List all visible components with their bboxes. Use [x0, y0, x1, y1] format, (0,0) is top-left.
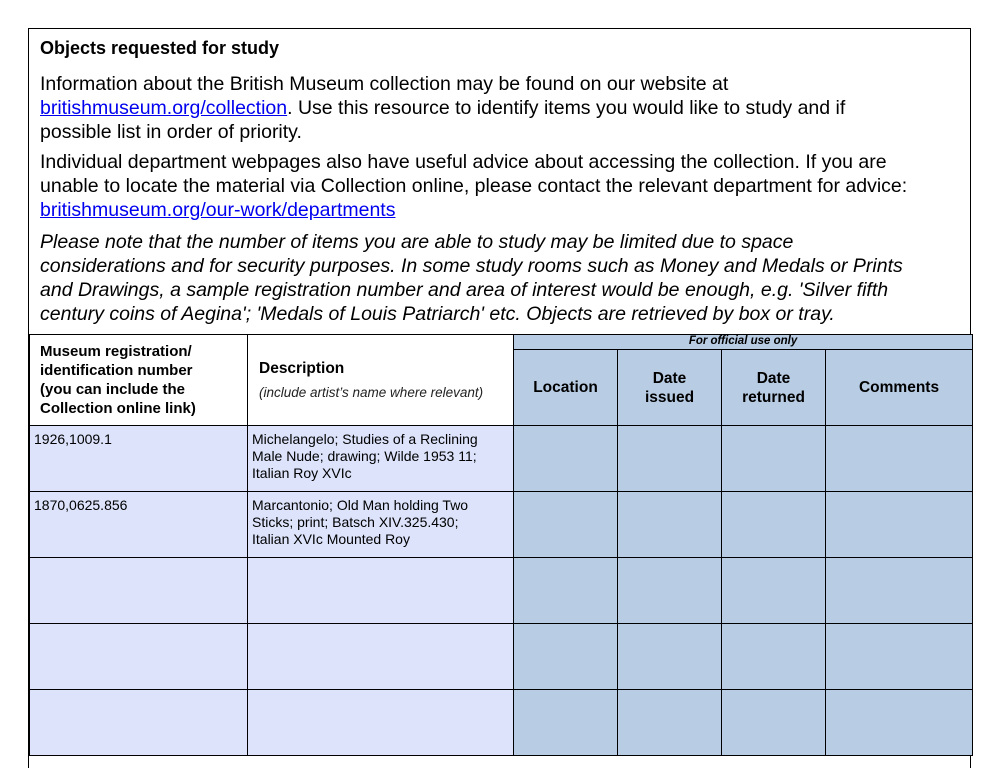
paragraph-line: Information about the British Museum collection may be found on our website at [40, 73, 729, 95]
description-header-note: (include artist’s name where relevant) [259, 385, 484, 400]
objects-request-table [29, 334, 973, 756]
date-returned-cell[interactable] [722, 492, 826, 558]
date-issued-cell[interactable] [618, 558, 722, 624]
cell-line: Male Nude; drawing; Wilde 1953 11; [252, 448, 477, 464]
collection-link[interactable]: britishmuseum.org/collection [40, 97, 288, 119]
header-line: returned [742, 388, 805, 406]
description-cell[interactable] [248, 426, 514, 492]
description-cell[interactable] [248, 624, 514, 690]
header-line: (you can include the [40, 381, 186, 398]
description-column-header [248, 335, 514, 426]
comments-cell[interactable] [826, 624, 973, 690]
location-cell[interactable] [514, 558, 618, 624]
location-column-header: Location [514, 350, 618, 426]
location-cell[interactable] [514, 690, 618, 756]
paragraph-line: possible list in order of priority. [40, 121, 302, 143]
date-returned-cell[interactable] [722, 624, 826, 690]
paragraph-line: Individual department webpages also have useful advice about accessing the collection. If you are [40, 151, 887, 173]
registration-cell[interactable] [30, 558, 248, 624]
header-line: Date [652, 369, 687, 387]
date-issued-column-header [618, 350, 722, 426]
cell-line: Michelangelo; Studies of a Reclining [252, 431, 478, 447]
cell-line: Italian Roy XVIc [252, 465, 352, 481]
header-line: identification number [40, 362, 193, 379]
paragraph-line: and Drawings, a sample registration number and area of interest would be enough, e.g. 'Silver fifth [40, 279, 889, 301]
date-issued-cell[interactable] [618, 624, 722, 690]
header-line: Collection online link) [40, 400, 196, 417]
cell-line: Marcantonio; Old Man holding Two [252, 497, 469, 513]
date-issued-cell[interactable] [618, 492, 722, 558]
date-returned-cell[interactable] [722, 690, 826, 756]
registration-column-header [30, 335, 248, 426]
paragraph-text: . Use this resource to identify items you would like to study and if [287, 97, 846, 119]
table-row [30, 492, 973, 558]
table-header-row [30, 335, 973, 350]
comments-cell[interactable] [826, 492, 973, 558]
paragraph-line [40, 198, 907, 222]
date-issued-cell[interactable] [618, 690, 722, 756]
table-row [30, 690, 973, 756]
header-line: Date [756, 369, 791, 387]
registration-cell[interactable] [30, 624, 248, 690]
paragraph-line: considerations and for security purposes. In some study rooms such as Money and Medals or Prints [40, 255, 903, 277]
description-cell[interactable] [248, 690, 514, 756]
date-returned-cell[interactable] [722, 558, 826, 624]
comments-cell[interactable] [826, 426, 973, 492]
collection-info-paragraph [40, 72, 845, 144]
header-line: issued [644, 388, 695, 406]
registration-cell[interactable]: 1870,0625.856 [30, 492, 248, 558]
cell-line: Sticks; print; Batsch XIV.325.430; [252, 514, 459, 530]
location-cell[interactable] [514, 426, 618, 492]
description-header-title: Description [259, 360, 345, 377]
paragraph-line: century coins of Aegina'; 'Medals of Louis Patriarch' etc. Objects are retrieved by box or tray. [40, 303, 835, 325]
official-use-banner: For official use only [514, 335, 973, 350]
location-cell[interactable] [514, 624, 618, 690]
description-cell[interactable] [248, 558, 514, 624]
department-info-paragraph [40, 150, 907, 222]
paragraph-line: Please note that the number of items you are able to study may be limited due to space [40, 231, 794, 253]
section-heading: Objects requested for study [40, 38, 280, 58]
date-returned-column-header [722, 350, 826, 426]
table-row [30, 426, 973, 492]
paragraph-line [40, 96, 845, 120]
location-cell[interactable] [514, 492, 618, 558]
table-row [30, 558, 973, 624]
header-line: Museum registration/ [40, 343, 192, 360]
comments-cell[interactable] [826, 690, 973, 756]
comments-column-header: Comments [826, 350, 973, 426]
date-issued-cell[interactable] [618, 426, 722, 492]
table-row [30, 624, 973, 690]
study-request-form [28, 28, 971, 768]
departments-link[interactable]: britishmuseum.org/our-work/departments [40, 199, 396, 221]
paragraph-line: unable to locate the material via Collection online, please contact the relevant department for advice: [40, 175, 908, 197]
registration-cell[interactable]: 1926,1009.1 [30, 426, 248, 492]
comments-cell[interactable] [826, 558, 973, 624]
description-cell[interactable] [248, 492, 514, 558]
registration-cell[interactable] [30, 690, 248, 756]
study-limits-note [40, 230, 903, 326]
cell-line: Italian XVIc Mounted Roy [252, 531, 410, 547]
date-returned-cell[interactable] [722, 426, 826, 492]
